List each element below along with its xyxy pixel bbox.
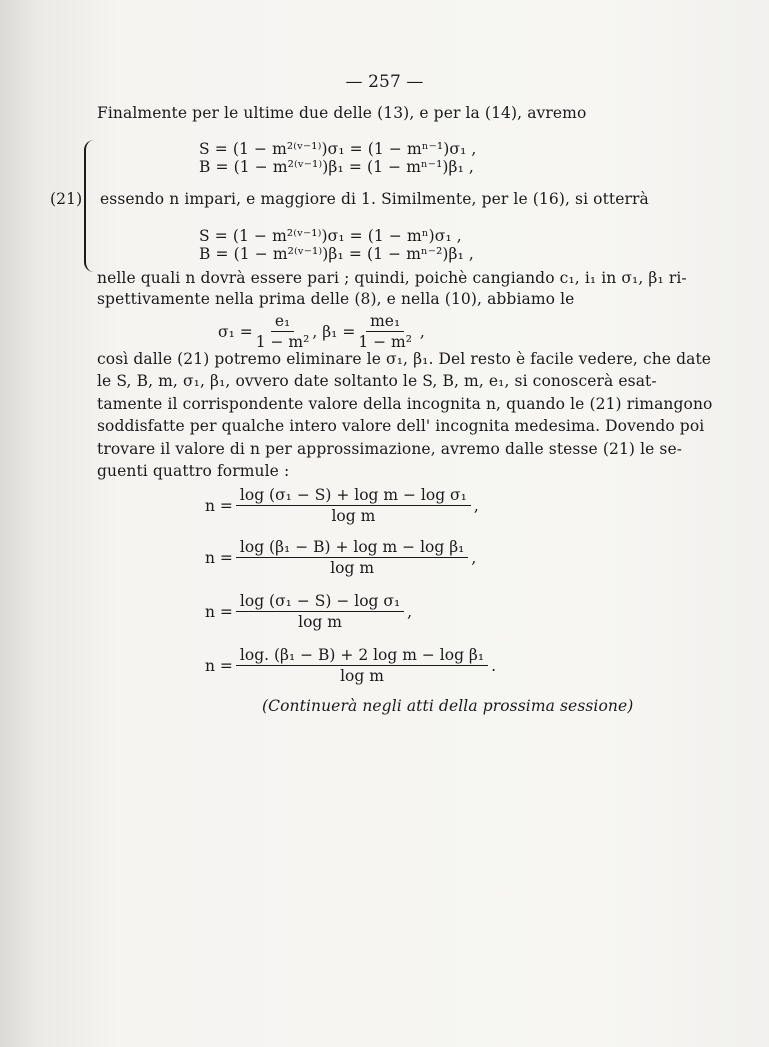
text-line: le S, B, m, σ₁, β₁, ovvero date soltanto le S, B, m, e₁, si conoscerà esat- — [97, 372, 657, 390]
equation-S-even: S = (1 − m²⁽ᵛ⁻¹⁾)σ₁ = (1 − mⁿ)σ₁ , — [199, 227, 462, 245]
sigma-beta-equation — [218, 312, 425, 351]
formula-denominator: log m — [331, 507, 376, 525]
formula-end: , — [471, 548, 477, 567]
formula-2 — [205, 538, 476, 577]
continuation-note: (Continuerà negli atti della prossima sessione) — [262, 697, 634, 715]
formula-numerator: log (σ₁ − S) + log m − log σ₁ — [236, 486, 471, 506]
sigma-lhs: σ₁ = — [218, 322, 253, 341]
formula-denominator: log m — [340, 667, 384, 685]
text-line: spettivamente nella prima delle (8), e nella (10), abbiamo le — [97, 290, 575, 308]
formula-lhs: n = — [205, 656, 233, 675]
formula-end: , — [407, 602, 413, 621]
text-line: trovare il valore di n per approssimazione, avremo dalle stesse (21) le se- — [97, 440, 683, 458]
sigma-numerator: e₁ — [271, 312, 294, 332]
intro-line: Finalmente per le ultime due delle (13), e per la (14), avremo — [97, 104, 587, 122]
equation-B-odd: B = (1 − m²⁽ᵛ⁻¹⁾)β₁ = (1 − mⁿ⁻¹)β₁ , — [199, 158, 474, 176]
formula-lhs: n = — [205, 548, 233, 567]
formula-4 — [205, 646, 496, 685]
system-brace — [84, 140, 98, 272]
formula-end: , — [473, 496, 479, 515]
formula-numerator: log (β₁ − B) + log m − log β₁ — [236, 538, 468, 558]
text-line: soddisfatte per qualche intero valore dell' incognita medesima. Dovendo poi — [97, 417, 705, 435]
formula-denominator: log m — [330, 559, 375, 577]
text-line: tamente il corrispondente valore della incognita n, quando le (21) rimangono — [97, 395, 713, 413]
equation-S-odd: S = (1 − m²⁽ᵛ⁻¹⁾)σ₁ = (1 − mⁿ⁻¹)σ₁ , — [199, 140, 477, 158]
text-line: nelle quali n dovrà essere pari ; quindi, poichè cangiando c₁, i₁ in σ₁, β₁ ri- — [97, 269, 687, 287]
formula-end: . — [491, 656, 497, 675]
beta-numerator: me₁ — [366, 312, 404, 332]
formula-lhs: n = — [205, 496, 233, 515]
separator: , — [312, 322, 318, 341]
sigma-denominator: 1 − m² — [255, 333, 310, 351]
formula-3 — [205, 592, 412, 631]
end-comma: , — [419, 322, 425, 341]
equation-B-even: B = (1 − m²⁽ᵛ⁻¹⁾)β₁ = (1 − mⁿ⁻²)β₁ , — [199, 245, 474, 263]
formula-numerator: log (σ₁ − S) − log σ₁ — [236, 592, 404, 612]
page-number: — 257 — — [345, 72, 424, 92]
equation-number-21: (21) — [50, 190, 83, 208]
formula-denominator: log m — [298, 613, 342, 631]
formula-numerator: log. (β₁ − B) + 2 log m − log β₁ — [236, 646, 488, 666]
text-line: guenti quattro formule : — [97, 462, 290, 480]
essendo-line: essendo n impari, e maggiore di 1. Similmente, per le (16), si otterrà — [100, 190, 649, 208]
formula-lhs: n = — [205, 602, 233, 621]
beta-denominator: 1 − m² — [358, 333, 412, 351]
beta-lhs: β₁ = — [322, 322, 356, 341]
formula-1 — [205, 486, 479, 525]
text-line: così dalle (21) potremo eliminare le σ₁, β₁. Del resto è facile vedere, che date — [97, 350, 712, 368]
